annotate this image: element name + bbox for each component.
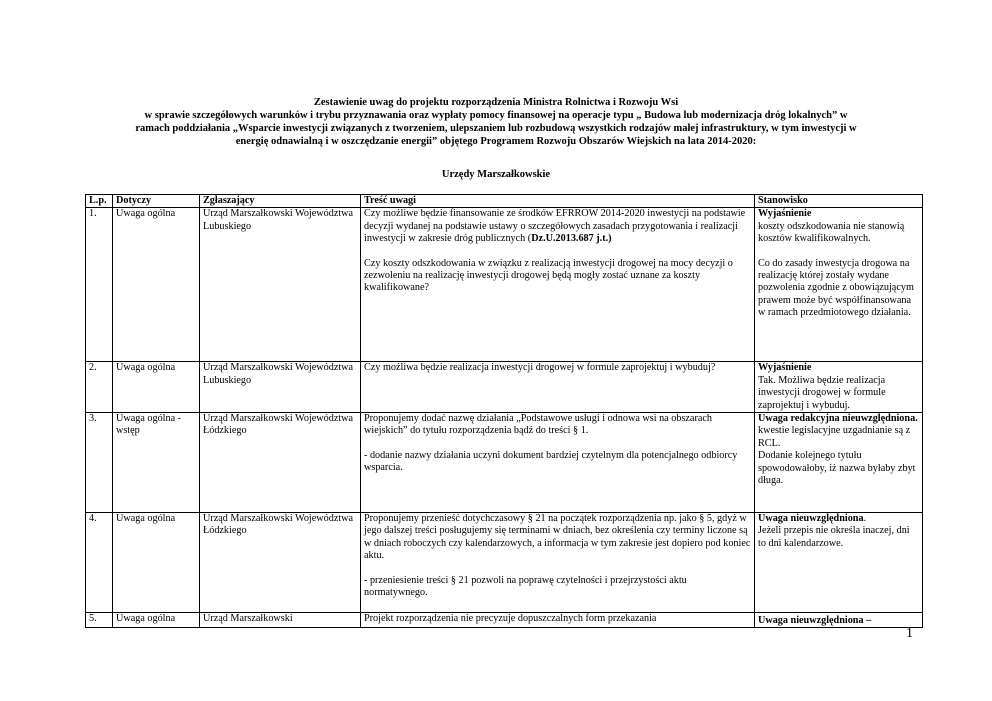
table-row [86, 362, 923, 413]
header-stanowisko: Stanowisko [755, 195, 923, 208]
table-row [86, 513, 923, 613]
cell-stanowisko [755, 613, 923, 628]
cell-zglaszajacy: Urząd Marszałkowski [200, 613, 361, 628]
cell-lp: 5. [86, 613, 113, 628]
document-title [60, 96, 932, 148]
stanowisko-verdict: Wyjaśnienie [758, 208, 812, 220]
cell-dotyczy: Uwaga ogólna - wstęp [113, 413, 200, 513]
cell-stanowisko [755, 362, 923, 413]
cell-lp: 3. [86, 413, 113, 513]
cell-stanowisko [755, 208, 923, 362]
title-line: energię odnawialną i w oszczędzanie energii” objętego Programem Rozwoju Obszarów Wiejskich na lata 2014-2020: [235, 136, 757, 147]
stanowisko-paragraph: Jeżeli przepis nie określa inaczej, dni to dni kalendarzowe. [758, 525, 910, 549]
cell-zglaszajacy: Urząd Marszałkowski Województwa Lubuskiego [200, 208, 361, 362]
cell-dotyczy: Uwaga ogólna [113, 362, 200, 413]
header-lp: L.p. [86, 195, 113, 208]
tresc-paragraph: - dodanie nazwy działania uczyni dokument bardziej czytelnym dla potencjalnego odbiorcy wsparcia. [364, 449, 738, 474]
stanowisko-paragraph: kwestie legislacyjne uzgadnianie są z RCL. [758, 425, 911, 449]
tresc-paragraph: Proponujemy przenieść dotychczasowy § 21 na początek rozporządzenia np. jako § 5, gdyż w jego dalszej treści posługujemy się terminami w dniach, bez określenia czy terminy liczone są w dniach roboczych czy kalendarzowych, a informacja w tym zakresie jest dopiero pod koniec aktu. [364, 513, 751, 562]
table-row [86, 208, 923, 362]
cell-tresc [361, 513, 755, 613]
table-row [86, 413, 923, 513]
stanowisko-paragraph: Tak. Możliwa będzie realizacja inwestycji drogowej w formule zaprojektuj i wybuduj. [758, 374, 886, 411]
cell-lp: 2. [86, 362, 113, 413]
cell-stanowisko [755, 513, 923, 613]
stanowisko-verdict: Uwaga redakcyjna nieuwzględniona. [758, 413, 918, 425]
tresc-paragraph: Czy koszty odszkodowania w związku z realizacją inwestycji drogowej na mocy decyzji o zezwoleniu na realizację inwestycji drogowej będą mogły zostać uznane za koszty kwalifikowane? [364, 257, 733, 294]
cell-tresc [361, 362, 755, 413]
cell-lp: 1. [86, 208, 113, 362]
table-header-row [86, 195, 923, 208]
header-tresc: Treść uwagi [361, 195, 755, 208]
cell-dotyczy: Uwaga ogólna [113, 513, 200, 613]
cell-dotyczy: Uwaga ogólna [113, 613, 200, 628]
comments-table [85, 194, 923, 628]
header-zglaszajacy: Zgłaszający [200, 195, 361, 208]
page-number: 1 [906, 626, 913, 641]
section-subtitle: Urzędy Marszałkowskie [441, 169, 551, 180]
stanowisko-verdict: Uwaga nieuwzględniona – [758, 615, 872, 627]
cell-zglaszajacy: Urząd Marszałkowski Województwa Łódzkiego [200, 513, 361, 613]
cell-zglaszajacy: Urząd Marszałkowski Województwa Łódzkiego [200, 413, 361, 513]
cell-tresc [361, 208, 755, 362]
title-line: ramach poddziałania „Wsparcie inwestycji związanych z tworzeniem, ulepszaniem lub rozbudową wszystkich rodzajów małej infrastruktury, w tym inwestycji w [135, 123, 857, 134]
stanowisko-verdict: Wyjaśnienie [758, 362, 812, 374]
tresc-paragraph: Czy możliwa będzie realizacja inwestycji drogowej w formule zaprojektuj i wybuduj? [364, 362, 716, 374]
stanowisko-paragraph: Dodanie kolejnego tytułu spowodowałoby, iż nazwa byłaby zbyt długa. [758, 450, 916, 487]
cell-lp: 4. [86, 513, 113, 613]
cell-dotyczy: Uwaga ogólna [113, 208, 200, 362]
cell-zglaszajacy: Urząd Marszałkowski Województwa Lubuskiego [200, 362, 361, 413]
stanowisko-paragraph: Co do zasady inwestycja drogowa na realizację której zostały wydane pozwolenia zgodnie z obowiązującym prawem może być współfinansowana w ramach przedmiotowego działania. [758, 257, 914, 319]
cell-tresc: Projekt rozporządzenia nie precyzuje dopuszczalnych form przekazania [361, 613, 755, 628]
title-line: Zestawienie uwag do projektu rozporządzenia Ministra Rolnictwa i Rozwoju Wsi [313, 97, 679, 108]
tresc-paragraph: - przeniesienie treści § 21 pozwoli na poprawę czytelności i przejrzystości aktu normatywnego. [364, 574, 687, 599]
tresc-paragraph: Proponujemy dodać nazwę działania „Podstawowe usługi i odnowa wsi na obszarach wiejskich” do tytułu rozporządzenia bądź do treści § 1. [364, 413, 712, 437]
stanowisko-paragraph: koszty odszkodowania nie stanowią kosztów kwalifikowalnych. [758, 220, 905, 245]
title-line: w sprawie szczegółowych warunków i trybu przyznawania oraz wypłaty pomocy finansowej na operacje typu „ Budowa lub modernizacja dróg lokalnych” w [144, 110, 848, 121]
table-row [86, 613, 923, 628]
stanowisko-verdict: Uwaga nieuwzględniona. [758, 513, 867, 525]
header-dotyczy: Dotyczy [113, 195, 200, 208]
cell-stanowisko [755, 413, 923, 513]
tresc-paragraph: Czy możliwe będzie finansowanie ze środków EFRROW 2014-2020 inwestycji na podstawie decyzji wydanej na podstawie ustawy o szczegółowych zasadach przygotowania i realizacji inwestycji w zakresie dróg publicznych (Dz.U.2013.687 j.t.) [364, 208, 746, 245]
cell-tresc [361, 413, 755, 513]
